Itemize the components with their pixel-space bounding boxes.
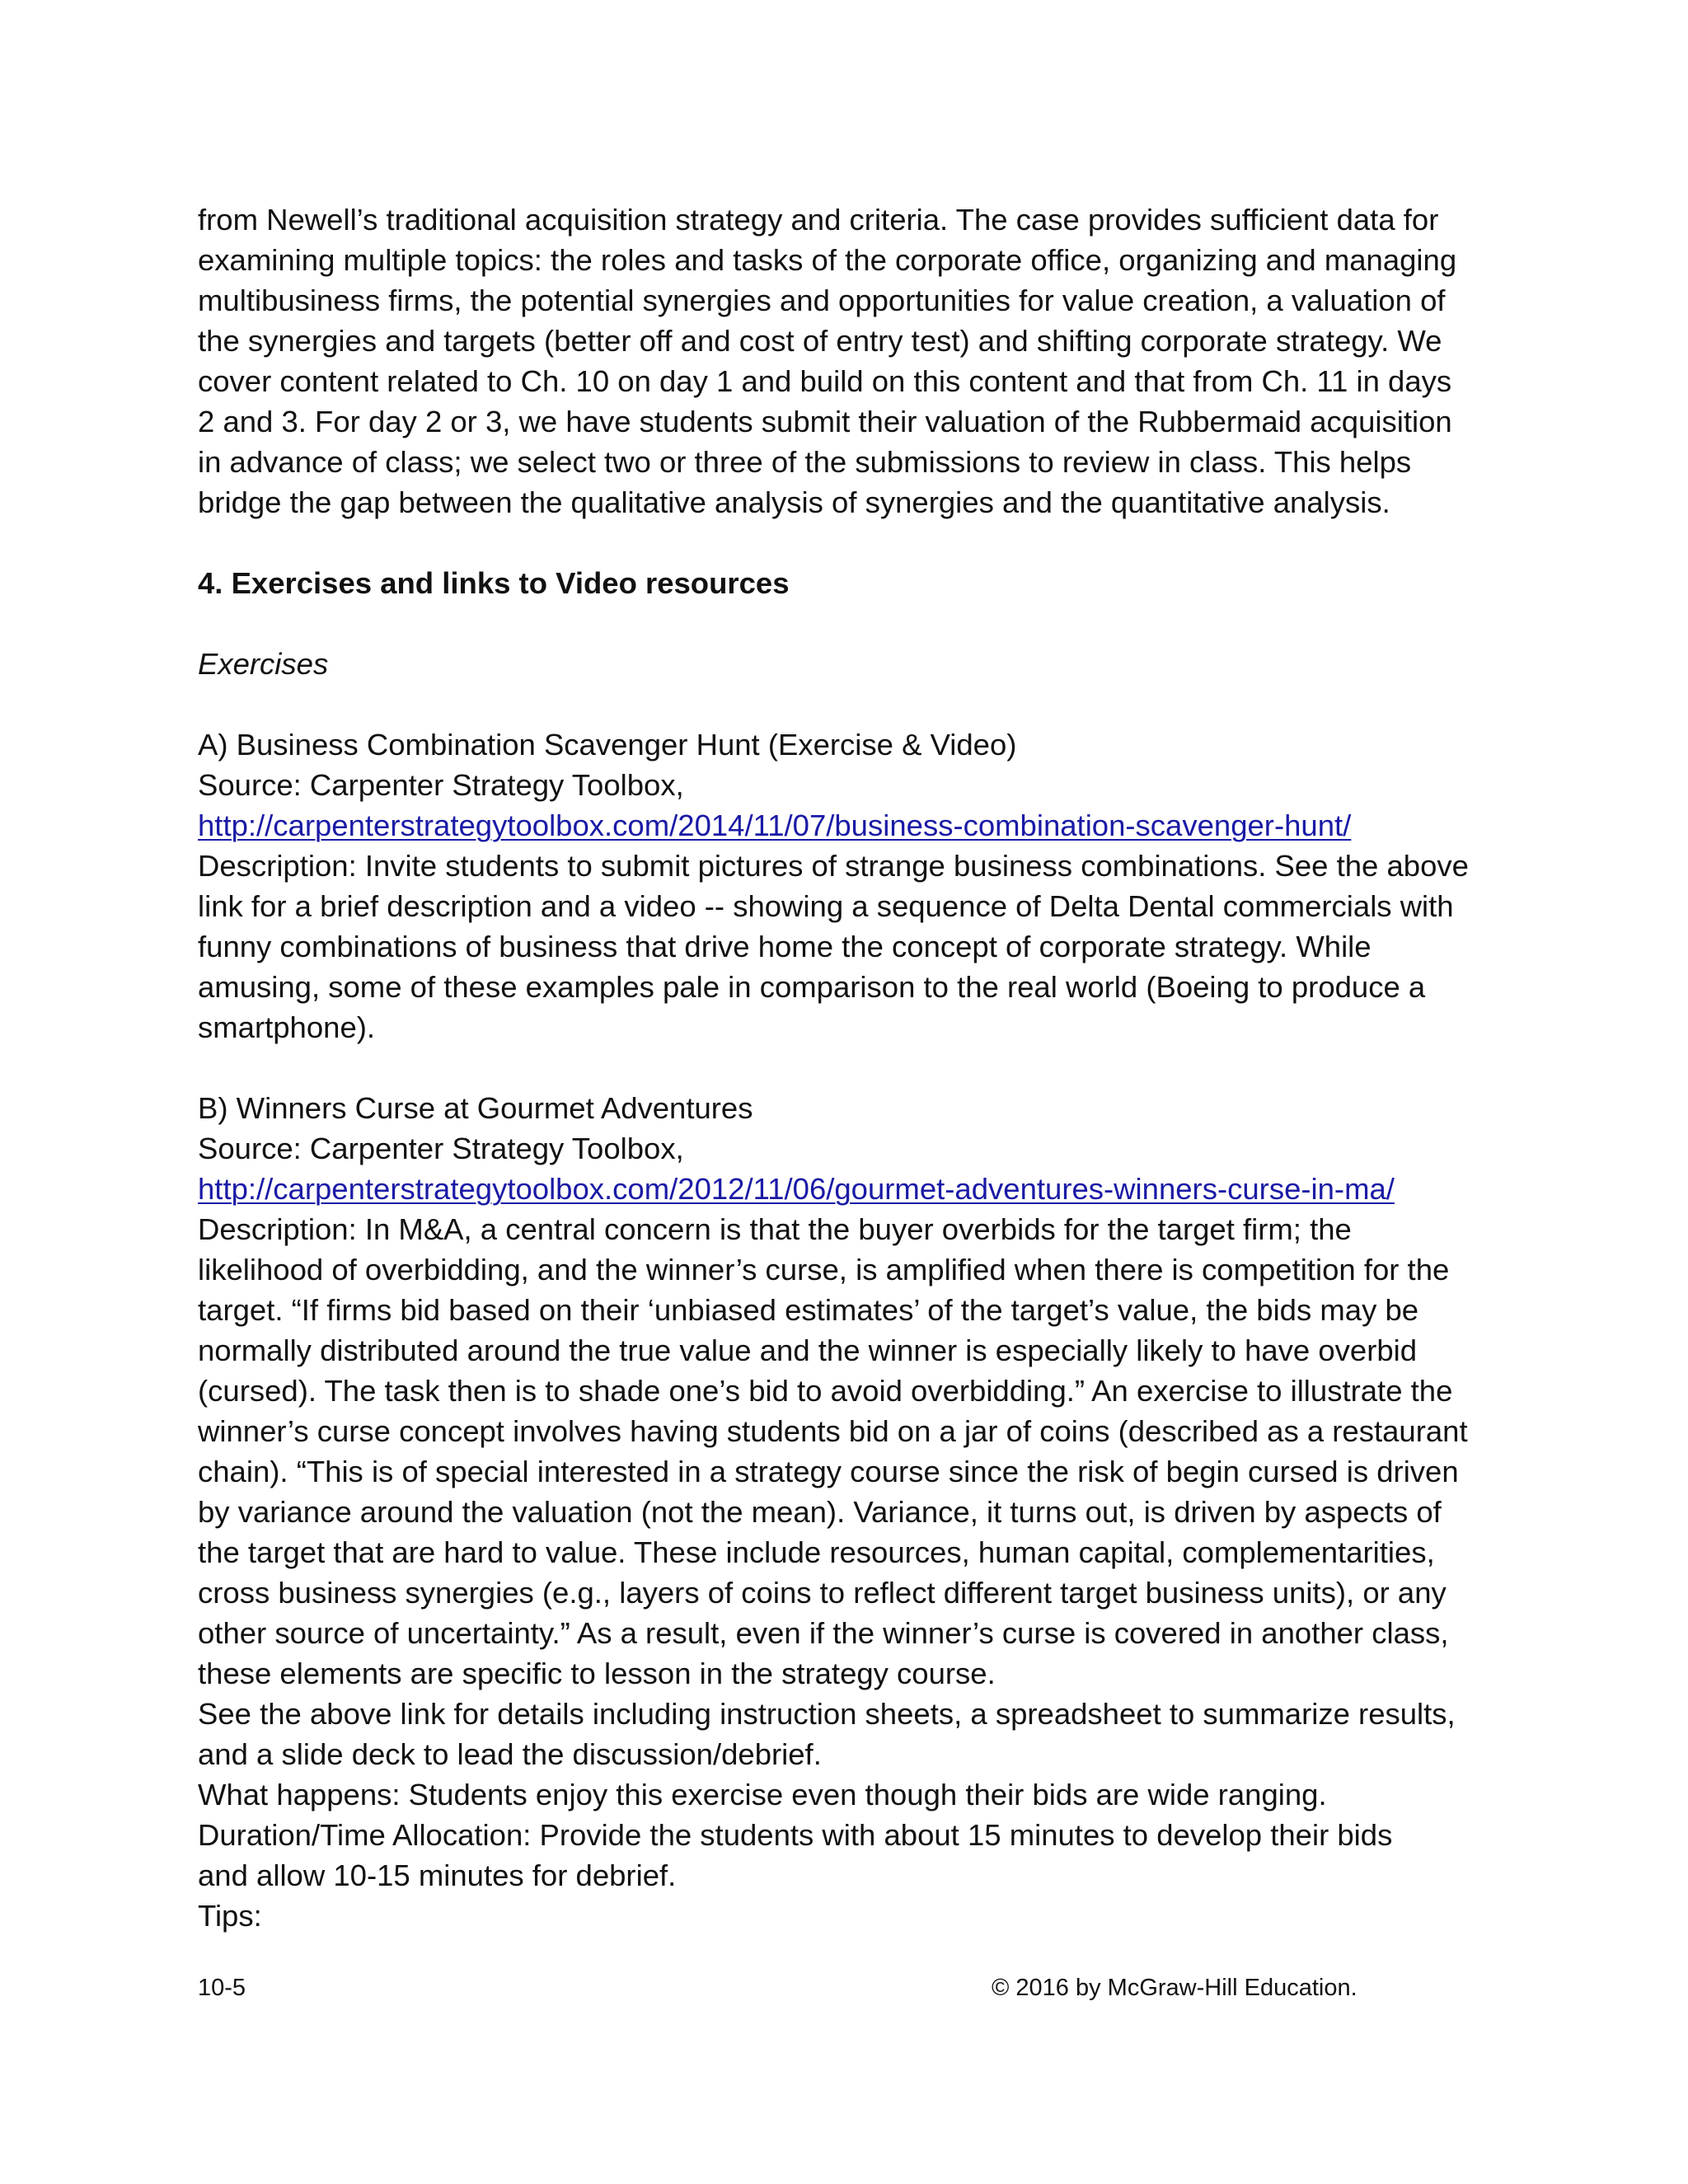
spacer <box>198 1047 1517 1088</box>
section-heading-block <box>198 563 1517 603</box>
exercise-b-description-line: See the above link for details including instruction sheets, a spreadsheet to summarize results, <box>198 1697 1456 1731</box>
exercise-b-description-line: normally distributed around the true value and the winner is especially likely to have overbid <box>198 1333 1418 1367</box>
exercise-b-description-line: the target that are hard to value. These include resources, human capital, complementarities, <box>198 1535 1435 1569</box>
exercise-a-title: A) Business Combination Scavenger Hunt (Exercise & Video) <box>198 728 1017 762</box>
exercise-a-description-line: smartphone). <box>198 1010 376 1044</box>
page-number: 10-5 <box>198 1975 246 2001</box>
exercises-subheading: Exercises <box>198 647 329 681</box>
spacer <box>198 684 1517 724</box>
intro-line: cover content related to Ch. 10 on day 1 and build on this content and that from Ch. 11 in days <box>198 364 1452 398</box>
exercise-a <box>198 724 1517 1047</box>
intro-line: bridge the gap between the qualitative analysis of synergies and the quantitative analysis. <box>198 485 1390 519</box>
exercise-a-description-line: funny combinations of business that drive home the concept of corporate strategy. While <box>198 930 1372 963</box>
exercise-b-title: B) Winners Curse at Gourmet Adventures <box>198 1091 753 1125</box>
exercise-b-description-line: What happens: Students enjoy this exercise even though their bids are wide ranging. <box>198 1778 1327 1811</box>
intro-line: from Newell’s traditional acquisition strategy and criteria. The case provides sufficient data for <box>198 203 1439 237</box>
exercise-b-description-line: other source of uncertainty.” As a result, even if the winner’s curse is covered in another class, <box>198 1616 1449 1650</box>
exercise-b-description-line: cross business synergies (e.g., layers of coins to reflect different target business units), or any <box>198 1576 1447 1610</box>
intro-line: examining multiple topics: the roles and tasks of the corporate office, organizing and managing <box>198 243 1457 277</box>
exercise-b-source: Source: Carpenter Strategy Toolbox, <box>198 1132 684 1165</box>
exercise-a-link[interactable]: http://carpenterstrategytoolbox.com/2014/11/07/business-combination-scavenger-hunt/ <box>198 808 1352 842</box>
copyright-notice: © 2016 by McGraw-Hill Education. <box>992 1975 1357 2001</box>
subheading-block <box>198 644 1517 684</box>
spacer <box>198 523 1517 563</box>
exercise-b-description-line: Duration/Time Allocation: Provide the students with about 15 minutes to develop their bids <box>198 1818 1393 1852</box>
exercise-b-description-line: chain). “This is of special interested in a strategy course since the risk of begin cursed is driven <box>198 1455 1459 1488</box>
exercise-b-description-line: and a slide deck to lead the discussion/debrief. <box>198 1737 822 1771</box>
exercise-b <box>198 1088 1517 1936</box>
exercise-b-description-line: winner’s curse concept involves having students bid on a jar of coins (described as a restaurant <box>198 1414 1468 1448</box>
intro-paragraph <box>198 199 1517 523</box>
exercise-b-description-line: by variance around the valuation (not the mean). Variance, it turns out, is driven by aspects of <box>198 1495 1442 1529</box>
document-body <box>198 199 1517 1936</box>
exercise-b-description-line: likelihood of overbidding, and the winner’s curse, is amplified when there is competition for the <box>198 1253 1450 1286</box>
exercise-b-description-line: (cursed). The task then is to shade one’s bid to avoid overbidding.” An exercise to illustrate the <box>198 1374 1453 1408</box>
intro-line: in advance of class; we select two or three of the submissions to review in class. This helps <box>198 445 1412 479</box>
exercise-b-link[interactable]: http://carpenterstrategytoolbox.com/2012/11/06/gourmet-adventures-winners-curse-in-ma/ <box>198 1172 1395 1206</box>
exercise-a-description-line: link for a brief description and a video -- showing a sequence of Delta Dental commercials with <box>198 889 1454 923</box>
exercise-a-description-line: amusing, some of these examples pale in comparison to the real world (Boeing to produce a <box>198 970 1426 1004</box>
exercise-a-description-line: Description: Invite students to submit pictures of strange business combinations. See the above <box>198 849 1469 883</box>
section-heading: 4. Exercises and links to Video resources <box>198 566 790 600</box>
exercise-b-description-line: these elements are specific to lesson in the strategy course. <box>198 1657 996 1690</box>
intro-line: the synergies and targets (better off and cost of entry test) and shifting corporate strategy. We <box>198 324 1442 358</box>
exercise-b-description-line: target. “If firms bid based on their ‘unbiased estimates’ of the target’s value, the bids may be <box>198 1293 1419 1327</box>
intro-line: 2 and 3. For day 2 or 3, we have students submit their valuation of the Rubbermaid acquisition <box>198 405 1452 438</box>
exercise-a-source: Source: Carpenter Strategy Toolbox, <box>198 768 684 802</box>
intro-line: multibusiness firms, the potential synergies and opportunities for value creation, a valuation of <box>198 284 1446 317</box>
exercise-b-description-line: Tips: <box>198 1899 262 1933</box>
spacer <box>198 603 1517 644</box>
exercise-b-description-line: Description: In M&A, a central concern is that the buyer overbids for the target firm; the <box>198 1212 1352 1246</box>
exercise-b-description-line: and allow 10-15 minutes for debrief. <box>198 1858 677 1892</box>
